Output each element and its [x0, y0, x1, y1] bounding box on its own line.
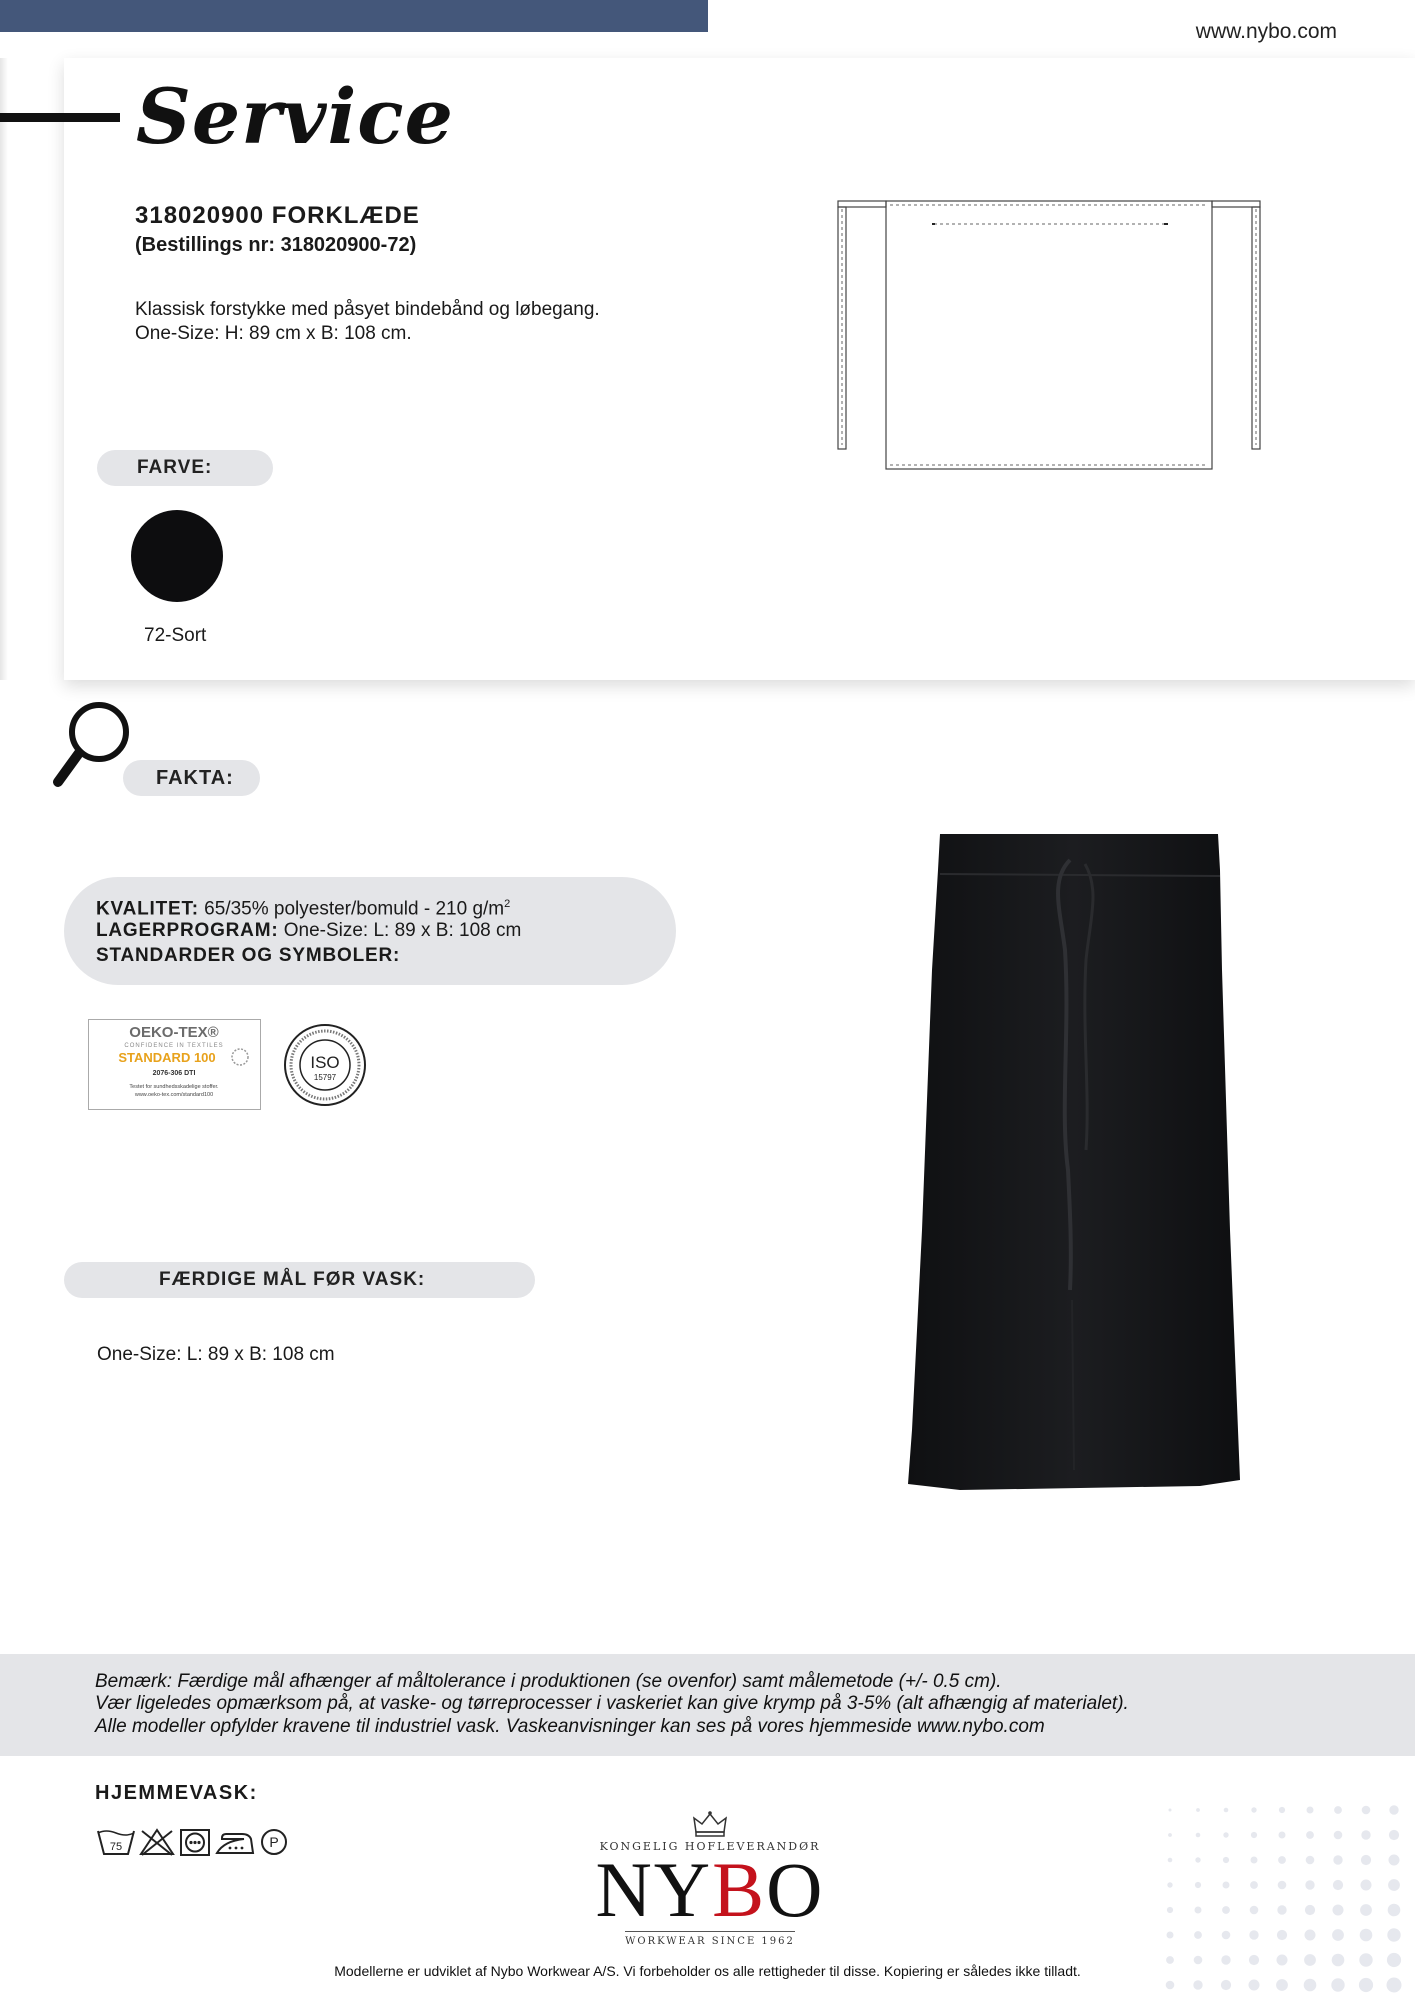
- oeko-standard: STANDARD 100: [118, 1050, 216, 1065]
- decorative-dot: [1279, 1832, 1286, 1839]
- decorative-dot: [1168, 1858, 1173, 1863]
- note-line-tolerance: Bemærk: Færdige mål afhænger af måltolerance i produktionen (se ovenfor) samt målemetode (+/- 0.5 cm).: [95, 1671, 1002, 1692]
- decorative-dot: [1362, 1806, 1371, 1815]
- description-size-line: One-Size: H: 89 cm x B: 108 cm.: [135, 323, 412, 344]
- iso-label: ISO: [310, 1053, 340, 1072]
- decorative-dot: [1223, 1857, 1229, 1863]
- decorative-dot: [1305, 1905, 1315, 1915]
- decorative-dot: [1304, 1979, 1317, 1992]
- quality-row: [96, 898, 510, 920]
- brand-wordmark: NYBO: [595, 1846, 825, 1933]
- decorative-dot: [1360, 1929, 1373, 1942]
- decorative-dot: [1387, 1978, 1402, 1993]
- dry-clean-p-icon: [258, 1827, 290, 1857]
- stock-value: One-Size: L: 89 x B: 108 cm: [278, 920, 522, 941]
- standards-row: [96, 945, 400, 967]
- decorative-dot: [1332, 1929, 1344, 1941]
- stock-row: [96, 920, 521, 942]
- decorative-dot: [1334, 1831, 1343, 1840]
- iso-number: 15797: [313, 1073, 337, 1082]
- decorative-dot: [1194, 1931, 1202, 1939]
- decorative-dot: [1167, 1882, 1172, 1887]
- nybo-logo: [590, 1810, 830, 1947]
- decorative-dot: [1222, 1906, 1230, 1914]
- decorative-dot: [1250, 1906, 1259, 1915]
- decorative-dot: [1305, 1880, 1314, 1889]
- decorative-dot: [1333, 1855, 1342, 1864]
- decorative-dot: [1167, 1932, 1174, 1939]
- decorative-dot: [1278, 1881, 1287, 1890]
- decorative-dot: [1277, 1930, 1287, 1940]
- decorative-dot: [1278, 1856, 1286, 1864]
- care-symbols: [96, 1827, 290, 1857]
- decorative-dot: [1224, 1808, 1229, 1813]
- royal-warrant-text: KONGELIG HOFLEVERANDØR: [599, 1840, 821, 1853]
- decorative-dot: [1387, 1928, 1400, 1941]
- quality-label: KVALITET:: [96, 898, 199, 920]
- quality-value: 65/35% polyester/bomuld - 210 g/m: [198, 898, 505, 920]
- quality-unit-exponent: 2: [504, 898, 511, 910]
- decorative-dot: [1333, 1880, 1343, 1890]
- oeko-code: 2076-306 DTI: [152, 1070, 196, 1077]
- home-wash-label: HJEMMEVASK:: [95, 1782, 258, 1804]
- oeko-flower-icon: [232, 1049, 248, 1065]
- measurements-value: One-Size: L: 89 x B: 108 cm: [97, 1344, 335, 1365]
- decorative-dot: [1361, 1855, 1371, 1865]
- svg-text:75: 75: [109, 1841, 123, 1853]
- decorative-dot: [1277, 1905, 1286, 1914]
- decorative-dot: [1250, 1881, 1258, 1889]
- decorative-dot: [1388, 1879, 1400, 1891]
- color-swatch-label: 72-Sort: [144, 625, 207, 646]
- decorative-dot: [1249, 1980, 1260, 1991]
- oeko-tex-badge: [88, 1019, 261, 1110]
- decorative-dot: [1389, 1855, 1400, 1866]
- decorative-dot: [1276, 1979, 1288, 1991]
- website-url[interactable]: www.nybo.com: [1195, 20, 1337, 43]
- decorative-dot: [1195, 1907, 1202, 1914]
- card-left-shadow: [0, 58, 8, 680]
- decorative-dot: [1222, 1931, 1231, 1940]
- oeko-brand: OEKO-TEX®: [129, 1024, 219, 1041]
- color-section-label: FARVE:: [97, 450, 273, 486]
- decorative-dot: [1249, 1930, 1258, 1939]
- oeko-url: www.oeko-tex.com/standard100: [134, 1092, 214, 1098]
- decorative-dot: [1221, 1980, 1231, 1990]
- decorative-dot: [1169, 1809, 1172, 1812]
- decorative-dot: [1223, 1882, 1230, 1889]
- order-number: (Bestillings nr: 318020900-72): [135, 234, 417, 256]
- decorative-dot: [1334, 1806, 1342, 1814]
- iso-badge: [282, 1022, 368, 1108]
- oeko-tagline: CONFIDENCE IN TEXTILES: [124, 1043, 224, 1049]
- no-bleach-icon: [138, 1827, 176, 1857]
- decorative-dot: [1279, 1807, 1285, 1813]
- decorative-dot: [1251, 1807, 1256, 1812]
- apron-product-photo: [900, 830, 1250, 1496]
- decorative-dot: [1223, 1832, 1228, 1837]
- color-swatch-black[interactable]: [131, 510, 223, 602]
- decorative-dot: [1196, 1833, 1201, 1838]
- note-line-industrial-wash: Alle modeller opfylder kravene til industriel vask. Vaskeanvisninger kan ses på vores hjemmeside www.nybo.com: [95, 1716, 1045, 1737]
- decorative-dot: [1251, 1832, 1257, 1838]
- svg-text:P: P: [269, 1834, 279, 1850]
- decorative-dot: [1195, 1857, 1200, 1862]
- note-line-shrinkage: Vær ligeledes opmærksom på, at vaske- og tørreprocesser i vaskeriet kan give krymp på 3-5% (alt afhængig af materialet).: [95, 1693, 1129, 1714]
- decorative-dot: [1306, 1856, 1315, 1865]
- decorative-dot: [1251, 1857, 1258, 1864]
- description-line: Klassisk forstykke med påsyet bindebånd og løbegang.: [135, 299, 600, 320]
- crown-icon: [692, 1810, 728, 1838]
- page-title: Service: [136, 72, 454, 161]
- iron-icon: [214, 1827, 256, 1857]
- stock-label: LAGERPROGRAM:: [96, 920, 279, 941]
- decorative-dot: [1193, 1980, 1202, 1989]
- decorative-dot: [1306, 1831, 1314, 1839]
- decorative-dot: [1360, 1904, 1372, 1916]
- decorative-dot: [1305, 1930, 1316, 1941]
- decorative-dot: [1195, 1882, 1201, 1888]
- decorative-dot: [1333, 1905, 1344, 1916]
- decorative-dot: [1361, 1830, 1370, 1839]
- product-description: [135, 298, 600, 346]
- oeko-test-text: Testet for sundhedsskadelige stoffer.: [129, 1084, 219, 1090]
- title-accent-line: [0, 113, 120, 122]
- facts-section-label: FAKTA:: [123, 760, 260, 796]
- decorative-dot: [1389, 1805, 1398, 1814]
- product-name: 318020900 FORKLÆDE: [135, 202, 420, 229]
- apron-technical-drawing: [836, 195, 1266, 475]
- decorative-dot: [1361, 1880, 1372, 1891]
- wash-75-icon: [96, 1827, 136, 1857]
- tumble-dry-icon: [178, 1827, 212, 1857]
- decorative-dot: [1166, 1981, 1175, 1990]
- decorative-dot: [1167, 1907, 1173, 1913]
- measurements-section-label: FÆRDIGE MÅL FØR VASK:: [64, 1262, 535, 1298]
- standards-label: STANDARDER OG SYMBOLER:: [96, 945, 401, 966]
- top-bar: [0, 0, 708, 32]
- decorative-dot: [1389, 1830, 1399, 1840]
- decorative-dot: [1359, 1978, 1373, 1992]
- footer-copyright: Modellerne er udviklet af Nybo Workwear A/S. Vi forbeholder os alle rettigheder til disse. Kopiering er således ikke tilladt.: [334, 1963, 1081, 1979]
- decorative-dot: [1168, 1833, 1172, 1837]
- decorative-dot: [1307, 1807, 1314, 1814]
- decorative-dot: [1196, 1808, 1200, 1812]
- decorative-dot: [1331, 1978, 1344, 1991]
- brand-since-text: WORKWEAR SINCE 1962: [625, 1931, 795, 1947]
- decorative-dot: [1388, 1904, 1401, 1917]
